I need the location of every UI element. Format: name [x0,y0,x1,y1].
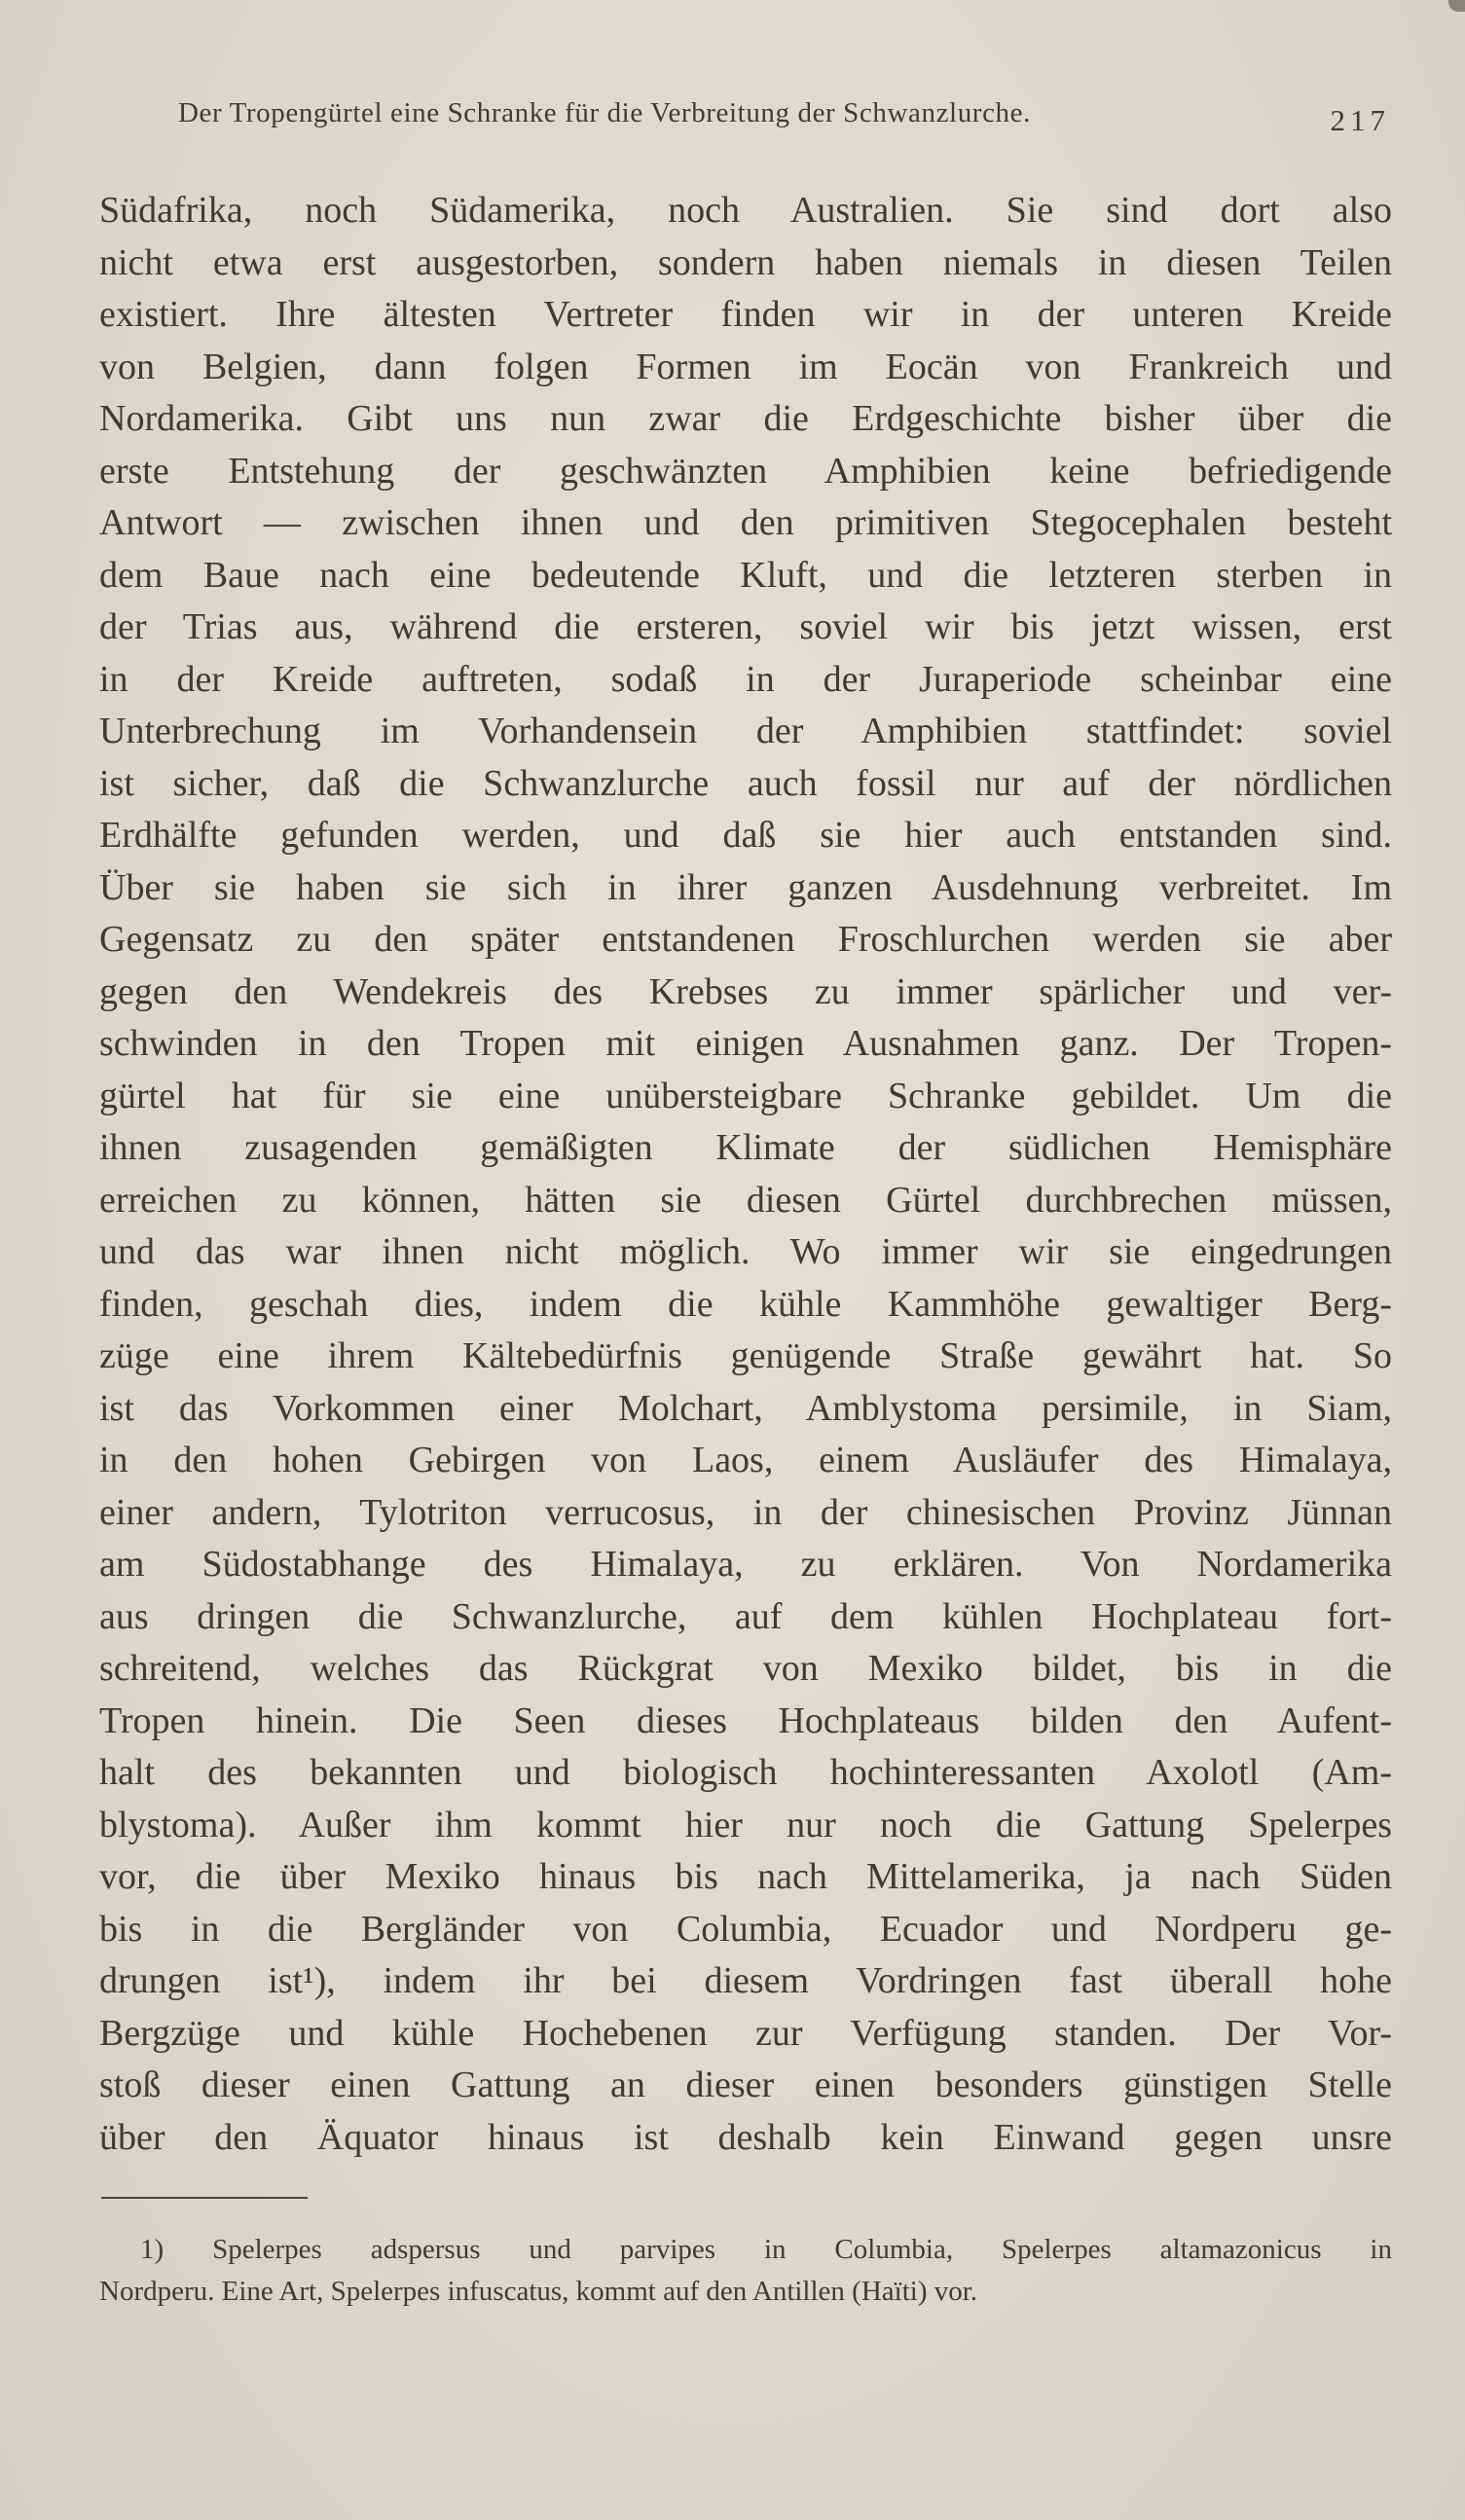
text-line: drungen ist¹), indem ihr bei diesem Vordringen fast überall hohe [99,1960,1392,2001]
text-line: nicht etwa erst ausgestorben, sondern haben niemals in diesen Teilen [99,241,1392,283]
text-line: Antwort — zwischen ihnen und den primitiven Stegocephalen besteht [99,502,1392,543]
text-line: Nordamerika. Gibt uns nun zwar die Erdgeschichte bisher über die [99,398,1392,439]
footnotes [99,2229,1392,2313]
text-line: Unterbrechung im Vorhandensein der Amphibien stattfindet: soviel [99,711,1392,751]
running-title: Der Tropengürtel eine Schranke für die Verbreitung der Schwanzlurche. [178,97,1031,128]
text-line: gürtel hat für sie eine unübersteigbare Schranke gebildet. Um die [99,1075,1392,1116]
text-line: ist das Vorkommen einer Molchart, Amblystoma persimile, in Siam, [99,1387,1392,1429]
text-line: gegen den Wendekreis des Krebses zu immer spärlicher und ver- [99,970,1392,1012]
footnote-rule [101,2197,308,2199]
footnote-line: 1) Spelerpes adspersus und parvipes in Columbia, Spelerpes altamazonicus in [140,2234,1392,2265]
text-line: einer andern, Tylotriton verrucosus, in der chinesischen Provinz Jünnan [99,1491,1392,1533]
text-line: ist sicher, daß die Schwanzlurche auch fossil nur auf der nördlichen [99,762,1392,804]
text-line: am Südostabhange des Himalaya, zu erklären. Von Nordamerika [99,1544,1392,1585]
text-line: Gegensatz zu den später entstandenen Froschlurchen werden sie aber [99,919,1392,960]
text-line: halt des bekannten und biologisch hochinteressanten Axolotl (Am- [99,1752,1392,1793]
text-line: und das war ihnen nicht möglich. Wo immer wir sie eingedrungen [99,1231,1392,1272]
text-line: erste Entstehung der geschwänzten Amphibien keine befriedigende [99,450,1392,492]
text-line: bis in die Bergländer von Columbia, Ecuador und Nordperu ge- [99,1908,1392,1950]
text-line: züge eine ihrem Kältebedürfnis genügende Straße gewährt hat. So [99,1335,1392,1376]
text-line: dem Baue nach eine bedeutende Kluft, und die letzteren sterben in [99,554,1392,596]
text-line: stoß dieser einen Gattung an dieser einen besonders günstigen Stelle [99,2064,1392,2105]
text-line: in den hohen Gebirgen von Laos, einem Ausläufer des Himalaya, [99,1440,1392,1480]
text-line: vor, die über Mexiko hinaus bis nach Mittelamerika, ja nach Süden [99,1856,1392,1897]
text-line: der Trias aus, während die ersteren, soviel wir bis jetzt wissen, erst [99,606,1392,647]
text-line: Erdhälfte gefunden werden, und daß sie hier auch entstanden sind. [99,815,1392,856]
page-number: 217 [1330,103,1390,137]
text-line: in der Kreide auftreten, sodaß in der Juraperiode scheinbar eine [99,658,1392,700]
text-line: von Belgien, dann folgen Formen im Eocän von Frankreich und [99,346,1392,387]
text-line: Bergzüge und kühle Hochebenen zur Verfügung standen. Der Vor- [99,2012,1392,2054]
text-line: schwinden in den Tropen mit einigen Ausnahmen ganz. Der Tropen- [99,1023,1392,1064]
text-line: erreichen zu können, hätten sie diesen Gürtel durchbrechen müssen, [99,1179,1392,1221]
page-corner-mark [1448,0,1465,12]
footnote-line: Nordperu. Eine Art, Spelerpes infuscatus, kommt auf den Antillen (Haïti) vor. [99,2276,978,2307]
text-line: ihnen zusagenden gemäßigten Klimate der südlichen Hemisphäre [99,1127,1392,1168]
text-line: Südafrika, noch Südamerika, noch Australien. Sie sind dort also [99,190,1392,231]
text-line: finden, geschah dies, indem die kühle Kammhöhe gewaltiger Berg- [99,1283,1392,1325]
text-line: schreitend, welches das Rückgrat von Mexiko bildet, bis in die [99,1648,1392,1689]
text-line: Über sie haben sie sich in ihrer ganzen Ausdehnung verbreitet. Im [99,866,1392,908]
text-line: Tropen hinein. Die Seen dieses Hochplateaus bilden den Aufent- [99,1699,1392,1741]
text-line: existiert. Ihre ältesten Vertreter finden wir in der unteren Kreide [99,294,1392,335]
page-header [178,97,1390,146]
body-text [99,185,1392,2164]
text-line: über den Äquator hinaus ist deshalb kein Einwand gegen unsre [99,2116,1392,2158]
text-line: blystoma). Außer ihm kommt hier nur noch die Gattung Spelerpes [99,1804,1392,1845]
text-line: aus dringen die Schwanzlurche, auf dem kühlen Hochplateau fort- [99,1595,1392,1637]
